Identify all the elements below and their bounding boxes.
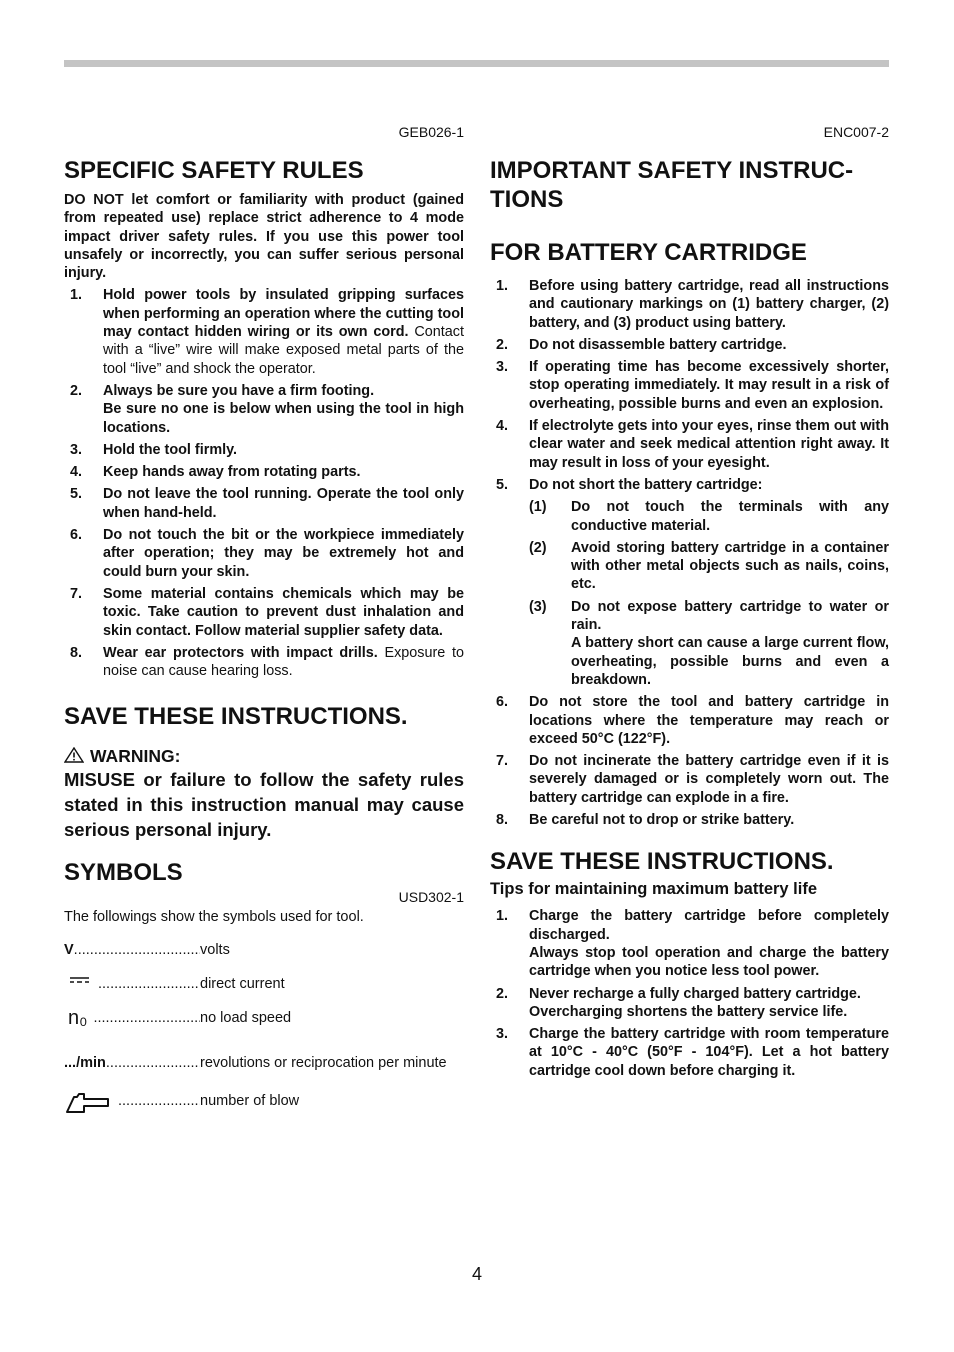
- symbol-row-volts: [64, 941, 464, 959]
- symbol-meaning: number of blow: [200, 1093, 300, 1110]
- battery-tips-list: [490, 907, 889, 1080]
- item-text: Do not store the tool and battery cartridge in locations where the temperature may reach or exceed 50°C (122°F).: [529, 694, 889, 747]
- list-item: [64, 441, 464, 459]
- symbol-row-per-minute: [64, 1054, 464, 1072]
- item-text: Charge the battery cartridge before completely discharged.: [529, 908, 889, 943]
- symbol-meaning: no load speed: [200, 1010, 292, 1027]
- item-number: 2.: [496, 336, 509, 353]
- sub-item-number: (2): [529, 539, 547, 556]
- item-text: Before using battery cartridge, read all instructions and cautionary markings on (1) battery charger, (2) battery, and (3) product using battery.: [529, 278, 889, 331]
- item-text: Some material contains chemicals which may be toxic. Take caution to prevent dust inhalation and skin contact. Follow material supplier safety data.: [103, 585, 464, 639]
- symbol-row-direct-current: [64, 975, 464, 993]
- item-text: Do not incinerate the battery cartridge even if it is severely damaged or is completely worn out. The battery cartridge can explode in a fire.: [529, 753, 889, 806]
- right-column: [490, 124, 889, 1084]
- doc-code: ENC007-2: [823, 124, 889, 140]
- list-item: [490, 476, 889, 689]
- intro-paragraph: DO NOT let comfort or familiarity with product (gained from repeated use) replace strict adherence to 4 mode impact driver safety rules. If you use this power tool unsafely or incorrectly, you can suffer serious personal injury.: [64, 192, 464, 282]
- sub-list-item: [529, 539, 889, 594]
- item-number: 3.: [496, 1026, 509, 1043]
- sub-list-item: [529, 498, 889, 535]
- item-text: Never recharge a fully charged battery cartridge.: [529, 985, 861, 1002]
- item-text: Do not touch the bit or the workpiece immediately after operation; they may be extremely hot and could burn your skin.: [103, 527, 464, 580]
- item-text: Wear ear protectors with impact drills.: [103, 644, 378, 661]
- sub-item-number: (3): [529, 598, 547, 615]
- item-text: Always stop tool operation and charge the battery cartridge when you notice less tool power.: [529, 944, 889, 980]
- list-item: [64, 382, 464, 437]
- item-text: Always be sure you have a firm footing.: [103, 382, 375, 399]
- item-number: 7.: [70, 585, 83, 602]
- list-item: [64, 644, 464, 681]
- leader-dots: [74, 941, 200, 959]
- section-title-symbols: SYMBOLS: [64, 859, 183, 887]
- item-number: 2.: [496, 985, 509, 1002]
- list-item: [490, 336, 889, 354]
- item-text: Keep hands away from rotating parts.: [103, 464, 361, 481]
- list-item: [64, 526, 464, 581]
- item-text: Overcharging shortens the battery service life.: [529, 1003, 848, 1020]
- doc-code: GEB026-1: [398, 124, 464, 140]
- list-item: [490, 1025, 889, 1080]
- list-item: [490, 358, 889, 413]
- symbol-meaning: volts: [200, 942, 230, 959]
- item-note: Exposure to noise can cause hearing loss.: [103, 644, 464, 680]
- list-item: [490, 277, 889, 332]
- item-text: If electrolyte gets into your eyes, rinse them out with clear water and seek medical attention right away. It may result in loss of your eyesight.: [529, 418, 889, 471]
- leader-dots: [118, 1092, 200, 1110]
- list-item: [490, 907, 889, 980]
- item-number: 4.: [496, 418, 509, 435]
- item-text: If operating time has become excessively shorter, stop operating immediately. It may result in a risk of overheating, possible burns and even an explosion.: [529, 359, 889, 412]
- page-number: 4: [471, 1264, 482, 1284]
- item-number: 1.: [496, 908, 509, 925]
- section-title-battery-cartridge: FOR BATTERY CARTRIDGE: [490, 239, 807, 266]
- direct-current-symbol: [64, 975, 94, 989]
- item-number: 3.: [496, 359, 509, 376]
- warning-triangle-icon: [64, 747, 84, 763]
- item-number: 6.: [70, 527, 83, 544]
- warning-text: MISUSE or failure to follow the safety rules stated in this instruction manual may cause serious personal injury.: [64, 769, 464, 841]
- section-title-important-safety: IMPORTANT SAFETY INSTRUC-TIONS: [490, 157, 854, 213]
- battery-rules-list: [490, 277, 889, 829]
- section-title-specific-safety-rules: SPECIFIC SAFETY RULES: [64, 157, 364, 184]
- item-note: Contact with a “live” wire will make exposed metal parts of the tool “live” and shock the operator.: [103, 324, 465, 377]
- per-minute-symbol: .../min: [64, 1055, 106, 1072]
- safety-rules-list: [64, 286, 464, 680]
- symbol-meaning: direct current: [200, 976, 285, 993]
- sub-item-number: (1): [529, 499, 547, 516]
- item-text: Do not leave the tool running. Operate the tool only when hand-held.: [103, 486, 464, 521]
- item-number: 7.: [496, 753, 509, 770]
- leader-dots: [98, 975, 200, 993]
- warning-heading: [64, 745, 464, 767]
- item-number: 5.: [70, 486, 83, 503]
- doc-code: USD302-1: [398, 889, 464, 906]
- save-instructions-title: SAVE THESE INSTRUCTIONS.: [64, 703, 408, 731]
- sub-list-item: [529, 598, 889, 689]
- symbol-row-number-of-blow: [64, 1088, 464, 1114]
- hammer-blow-icon: [64, 1088, 114, 1114]
- symbol-meaning: revolutions or reciprocation per minute: [200, 1055, 447, 1072]
- item-number: 5.: [496, 476, 509, 493]
- list-item: [64, 485, 464, 522]
- volts-symbol: V: [64, 942, 74, 959]
- list-item: [490, 417, 889, 472]
- item-text: Hold the tool firmly.: [103, 441, 238, 458]
- item-number: 3.: [70, 441, 83, 458]
- item-number: 1.: [70, 287, 83, 304]
- leader-dots: [93, 1009, 200, 1027]
- no-load-speed-symbol: n₀: [68, 1009, 88, 1028]
- sub-item-text: Do not expose battery cartridge to water or rain.: [571, 598, 889, 634]
- list-item: [64, 463, 464, 481]
- left-column: [64, 124, 464, 1114]
- sub-item-text: A battery short can cause a large current flow, overheating, possible burns and even a breakdown.: [571, 635, 889, 688]
- item-number: 6.: [496, 694, 509, 711]
- item-text: Hold power tools by insulated gripping surfaces when performing an operation where the cutting tool may contact hidden wiring or its own cord.: [103, 287, 464, 341]
- list-item: [490, 985, 889, 1022]
- item-number: 2.: [70, 382, 83, 399]
- warning-label: WARNING:: [90, 746, 181, 767]
- item-text: Do not short the battery cartridge:: [529, 476, 763, 493]
- item-text: Be careful not to drop or strike battery.: [529, 812, 795, 829]
- item-number: 1.: [496, 278, 509, 294]
- item-number: 8.: [70, 644, 83, 661]
- sub-item-text: Avoid storing battery cartridge in a container with other metal objects such as nails, coins, etc.: [571, 539, 889, 593]
- item-number: 4.: [70, 464, 83, 481]
- list-item: [490, 752, 889, 807]
- leader-dots: [106, 1054, 200, 1072]
- short-circuit-sublist: [529, 498, 889, 689]
- item-text: Do not disassemble battery cartridge.: [529, 336, 787, 353]
- list-item: [490, 693, 889, 748]
- item-number: 8.: [496, 812, 509, 829]
- list-item: [64, 286, 464, 377]
- list-item: [490, 811, 889, 829]
- save-instructions-title: SAVE THESE INSTRUCTIONS.: [490, 848, 834, 876]
- item-text: Charge the battery cartridge with room temperature at 10°C - 40°C (50°F - 104°F). Let a hot battery cartridge cool down before charging it.: [529, 1026, 889, 1079]
- tips-subtitle: Tips for maintaining maximum battery life: [490, 880, 818, 899]
- symbols-intro: The followings show the symbols used for tool.: [64, 909, 364, 926]
- item-text: Be sure no one is below when using the tool in high locations.: [103, 401, 464, 436]
- sub-item-text: Do not touch the terminals with any conductive material.: [571, 499, 889, 534]
- header-rule: [64, 60, 889, 67]
- symbol-row-no-load-speed: [64, 1009, 464, 1027]
- list-item: [64, 585, 464, 640]
